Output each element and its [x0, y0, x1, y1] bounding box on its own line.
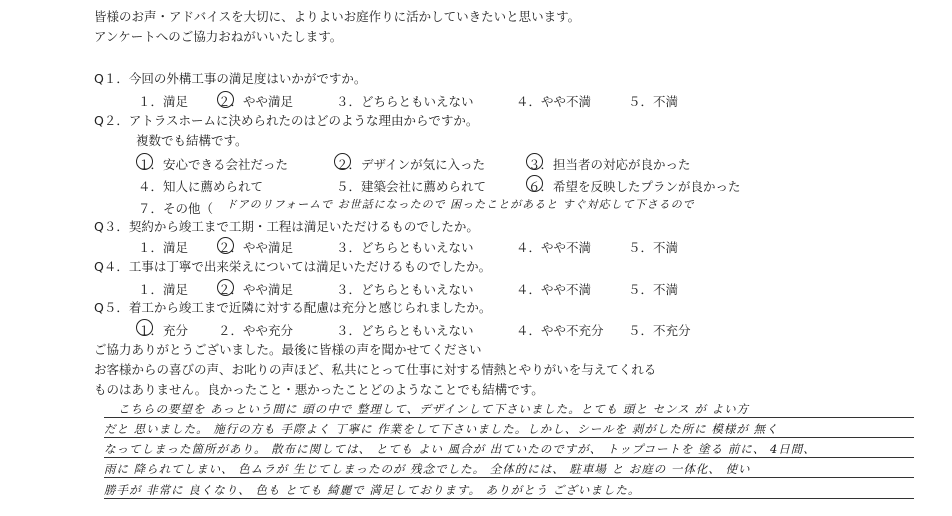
- closing-line-2: お客様からの喜びの声、お叱りの声ほど、私共にとって仕事に対する情熱とやりがいを与えてくれる: [94, 362, 657, 377]
- comment-line-3: なってしまった箇所があり。 散布に関しては、 とても よい 風合が 出ていたのですが、 トップコートを 塗る 前に、 4日間、: [104, 442, 816, 456]
- q4-option-2[interactable]: ２．やや満足: [218, 282, 294, 297]
- rule-line-5: [104, 498, 914, 499]
- q5-question: Q５．着工から竣工まで近隣に対する配慮は充分と感じられましたか。: [94, 300, 492, 315]
- q5-option-3[interactable]: ３．どちらともいえない: [336, 323, 474, 338]
- q4-option-1[interactable]: １．満足: [138, 282, 189, 297]
- q5-selected-circle: [136, 319, 153, 336]
- q4-option-4[interactable]: ４．やや不満: [516, 282, 592, 297]
- q5-option-2[interactable]: ２．やや充分: [218, 323, 294, 338]
- q1-option-5[interactable]: ５．不満: [628, 94, 679, 109]
- q3-question: Q３．契約から竣工まで工期・工程は満足いただけるものでしたか。: [94, 219, 479, 234]
- q1-option-3[interactable]: ３．どちらともいえない: [336, 94, 474, 109]
- q2-selected-circle-2: [334, 153, 351, 170]
- q2-option-3[interactable]: ３．担当者の対応が良かった: [528, 157, 691, 172]
- q2-other-handwritten: ドアのリフォームで お世話になったので 困ったことがあると すぐ対応して下さるので: [226, 198, 695, 211]
- q2-option-6[interactable]: ６．希望を反映したプランが良かった: [528, 179, 741, 194]
- rule-line-1: [104, 417, 914, 418]
- q2-selected-circle-6: [526, 175, 543, 192]
- q2-note: 複数でも結構です。: [136, 133, 248, 148]
- q2-selected-circle-3: [526, 153, 543, 170]
- q2-option-1[interactable]: １．安心できる会社だった: [138, 157, 289, 172]
- comment-line-1: こちらの要望を あっという間に 頭の中で 整理して、デザインして下さいました。とても 頭と センス が よい方: [118, 402, 750, 416]
- q3-option-5[interactable]: ５．不満: [628, 240, 679, 255]
- q1-option-4[interactable]: ４．やや不満: [516, 94, 592, 109]
- rule-line-2: [104, 437, 914, 438]
- q5-option-4[interactable]: ４．やや不充分: [516, 323, 604, 338]
- q5-option-5[interactable]: ５．不充分: [628, 323, 691, 338]
- closing-line-1: ご協力ありがとうございました。最後に皆様の声を聞かせてください: [94, 342, 482, 357]
- rule-line-3: [104, 457, 914, 458]
- q3-option-2[interactable]: ２．やや満足: [218, 240, 294, 255]
- q2-option-7[interactable]: ７．その他（: [138, 201, 214, 216]
- q1-selected-circle: [217, 91, 234, 108]
- q1-option-2[interactable]: ２．やや満足: [218, 94, 294, 109]
- q3-option-1[interactable]: １．満足: [138, 240, 189, 255]
- comment-line-2: だと 思いました。 施行の方も 手際よく 丁寧に 作業をして下さいました。しかし、シールを 剥がした所に 模様が 無く: [104, 422, 779, 436]
- q3-option-3[interactable]: ３．どちらともいえない: [336, 240, 474, 255]
- q4-option-3[interactable]: ３．どちらともいえない: [336, 282, 474, 297]
- closing-line-3: ものはありません。良かったこと・悪かったことどのようなことでも結構です。: [94, 382, 544, 397]
- q1-option-1[interactable]: １．満足: [138, 94, 189, 109]
- q2-question: Q２．アトラスホームに決められたのはどのような理由からですか。: [94, 113, 479, 128]
- q3-option-4[interactable]: ４．やや不満: [516, 240, 592, 255]
- q2-option-5[interactable]: ５．建築会社に薦められて: [336, 179, 487, 194]
- q5-option-1[interactable]: １．充分: [138, 323, 189, 338]
- q1-question: Q１．今回の外構工事の満足度はいかがですか。: [94, 71, 367, 86]
- q2-option-2[interactable]: ２．デザインが気に入った: [336, 157, 486, 172]
- q2-selected-circle-1: [136, 153, 153, 170]
- q4-question: Q４．工事は丁寧で出来栄えについては満足いただけるものでしたか。: [94, 259, 492, 274]
- intro-line-2: アンケートへのご協力おねがいいたします。: [94, 29, 343, 44]
- intro-line-1: 皆様のお声・アドバイスを大切に、よりよいお庭作りに活かしていきたいと思います。: [94, 9, 581, 24]
- q2-option-4[interactable]: ４．知人に薦められて: [138, 179, 264, 194]
- rule-line-4: [104, 477, 914, 478]
- q3-selected-circle: [217, 237, 234, 254]
- comment-line-4: 雨に 降られてしまい、 色ムラが 生じてしまったのが 残念でした。 全体的には、 駐車場 と お庭の 一体化、 使い: [104, 462, 751, 476]
- q4-selected-circle: [217, 279, 234, 296]
- comment-line-5: 勝手が 非常に 良くなり、 色も とても 綺麗で 満足しております。 ありがとう ございました。: [104, 483, 641, 497]
- q4-option-5[interactable]: ５．不満: [628, 282, 679, 297]
